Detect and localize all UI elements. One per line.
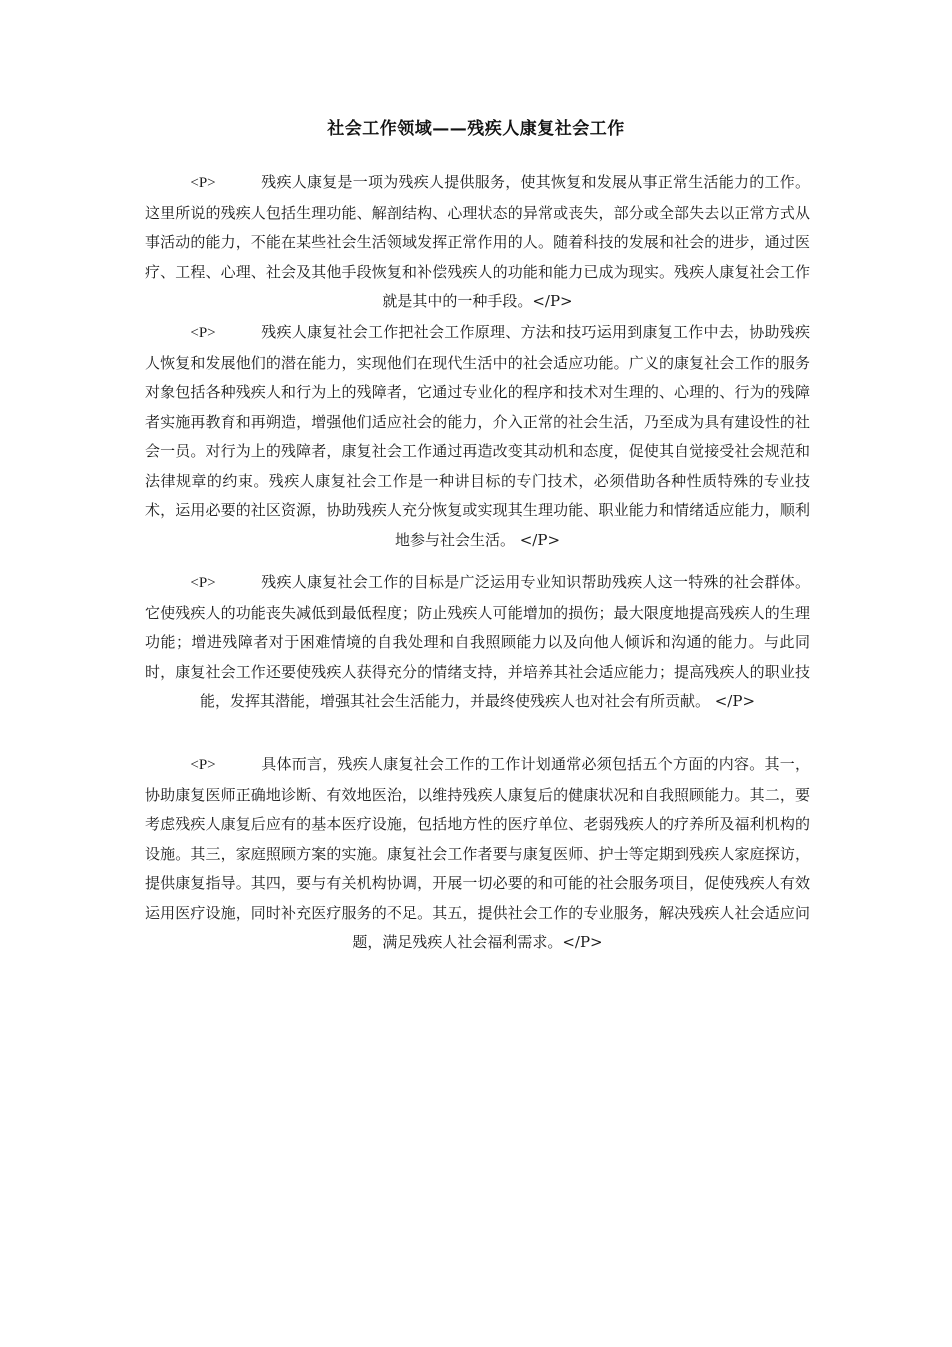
paragraph-open-tag: <P> xyxy=(190,575,216,591)
paragraph-text: 残疾人康复社会工作的目标是广泛运用专业知识帮助残疾人这一特殊的社会群体。它使残疾人的功能丧失减低到最低程度；防止残疾人可能增加的损伤；最大限度地提高残疾人的生理功能；增进残障者对于困难情境的自我处理和自我照顾能力以及向他人倾诉和沟通的能力。与此同时，康复社会工作还要使残疾人获得充分的情绪支持，并培养其社会适应能力；提高残疾人的职业技能，发挥其潜能，增强其社会生活能力，并最终使残疾人也对社会有所贡献。 </P> xyxy=(145,573,810,710)
paragraph-open-tag: <P> xyxy=(190,325,216,341)
paragraph-text: 具体而言，残疾人康复社会工作的工作计划通常必须包括五个方面的内容。其一，协助康复医师正确地诊断、有效地医治，以维持残疾人康复后的健康状况和自我照顾能力。其二，要考虑残疾人康复后应有的基本医疗设施，包括地方性的医疗单位、老弱残疾人的疗养所及福利机构的设施。其三，家庭照顾方案的实施。康复社会工作者要与康复医师、护士等定期到残疾人家庭探访，提供康复指导。其四，要与有关机构协调，开展一切必要的和可能的社会服务项目，促使残疾人有效运用医疗设施，同时补充医疗服务的不足。其五，提供社会工作的专业服务，解决残疾人社会适应问题，满足残疾人社会福利需求。</P> xyxy=(145,755,810,951)
paragraph-open-tag: <P> xyxy=(190,757,216,773)
paragraph-3 xyxy=(145,568,810,717)
paragraph-1 xyxy=(145,168,810,317)
paragraph-text: 残疾人康复是一项为残疾人提供服务，使其恢复和发展从事正常生活能力的工作。这里所说的残疾人包括生理功能、解剖结构、心理状态的异常或丧失，部分或全部失去以正常方式从事活动的能力，不能在某些社会生活领域发挥正常作用的人。随着科技的发展和社会的进步，通过医疗、工程、心理、社会及其他手段恢复和补偿残疾人的功能和能力已成为现实。残疾人康复社会工作就是其中的一种手段。</P> xyxy=(145,173,810,310)
paragraph-open-tag: <P> xyxy=(190,175,216,191)
paragraph-2 xyxy=(145,318,810,555)
paragraph-text: 残疾人康复社会工作把社会工作原理、方法和技巧运用到康复工作中去，协助残疾人恢复和发展他们的潜在能力，实现他们在现代生活中的社会适应功能。广义的康复社会工作的服务对象包括各种残疾人和行为上的残障者，它通过专业化的程序和技术对生理的、心理的、行为的残障者实施再教育和再朔造，增强他们适应社会的能力，介入正常的社会生活，乃至成为具有建设性的社会一员。对行为上的残障者，康复社会工作通过再造改变其动机和态度，促使其自觉接受社会规范和法律规章的约束。残疾人康复社会工作是一种讲目标的专门技术，必须借助各种性质特殊的专业技术，运用必要的社区资源，协助残疾人充分恢复或实现其生理功能、职业能力和情绪适应能力，顺利地参与社会生活。 </P> xyxy=(145,323,810,549)
document-title: 社会工作领域——残疾人康复社会工作 xyxy=(327,119,625,139)
paragraph-4 xyxy=(145,750,810,958)
